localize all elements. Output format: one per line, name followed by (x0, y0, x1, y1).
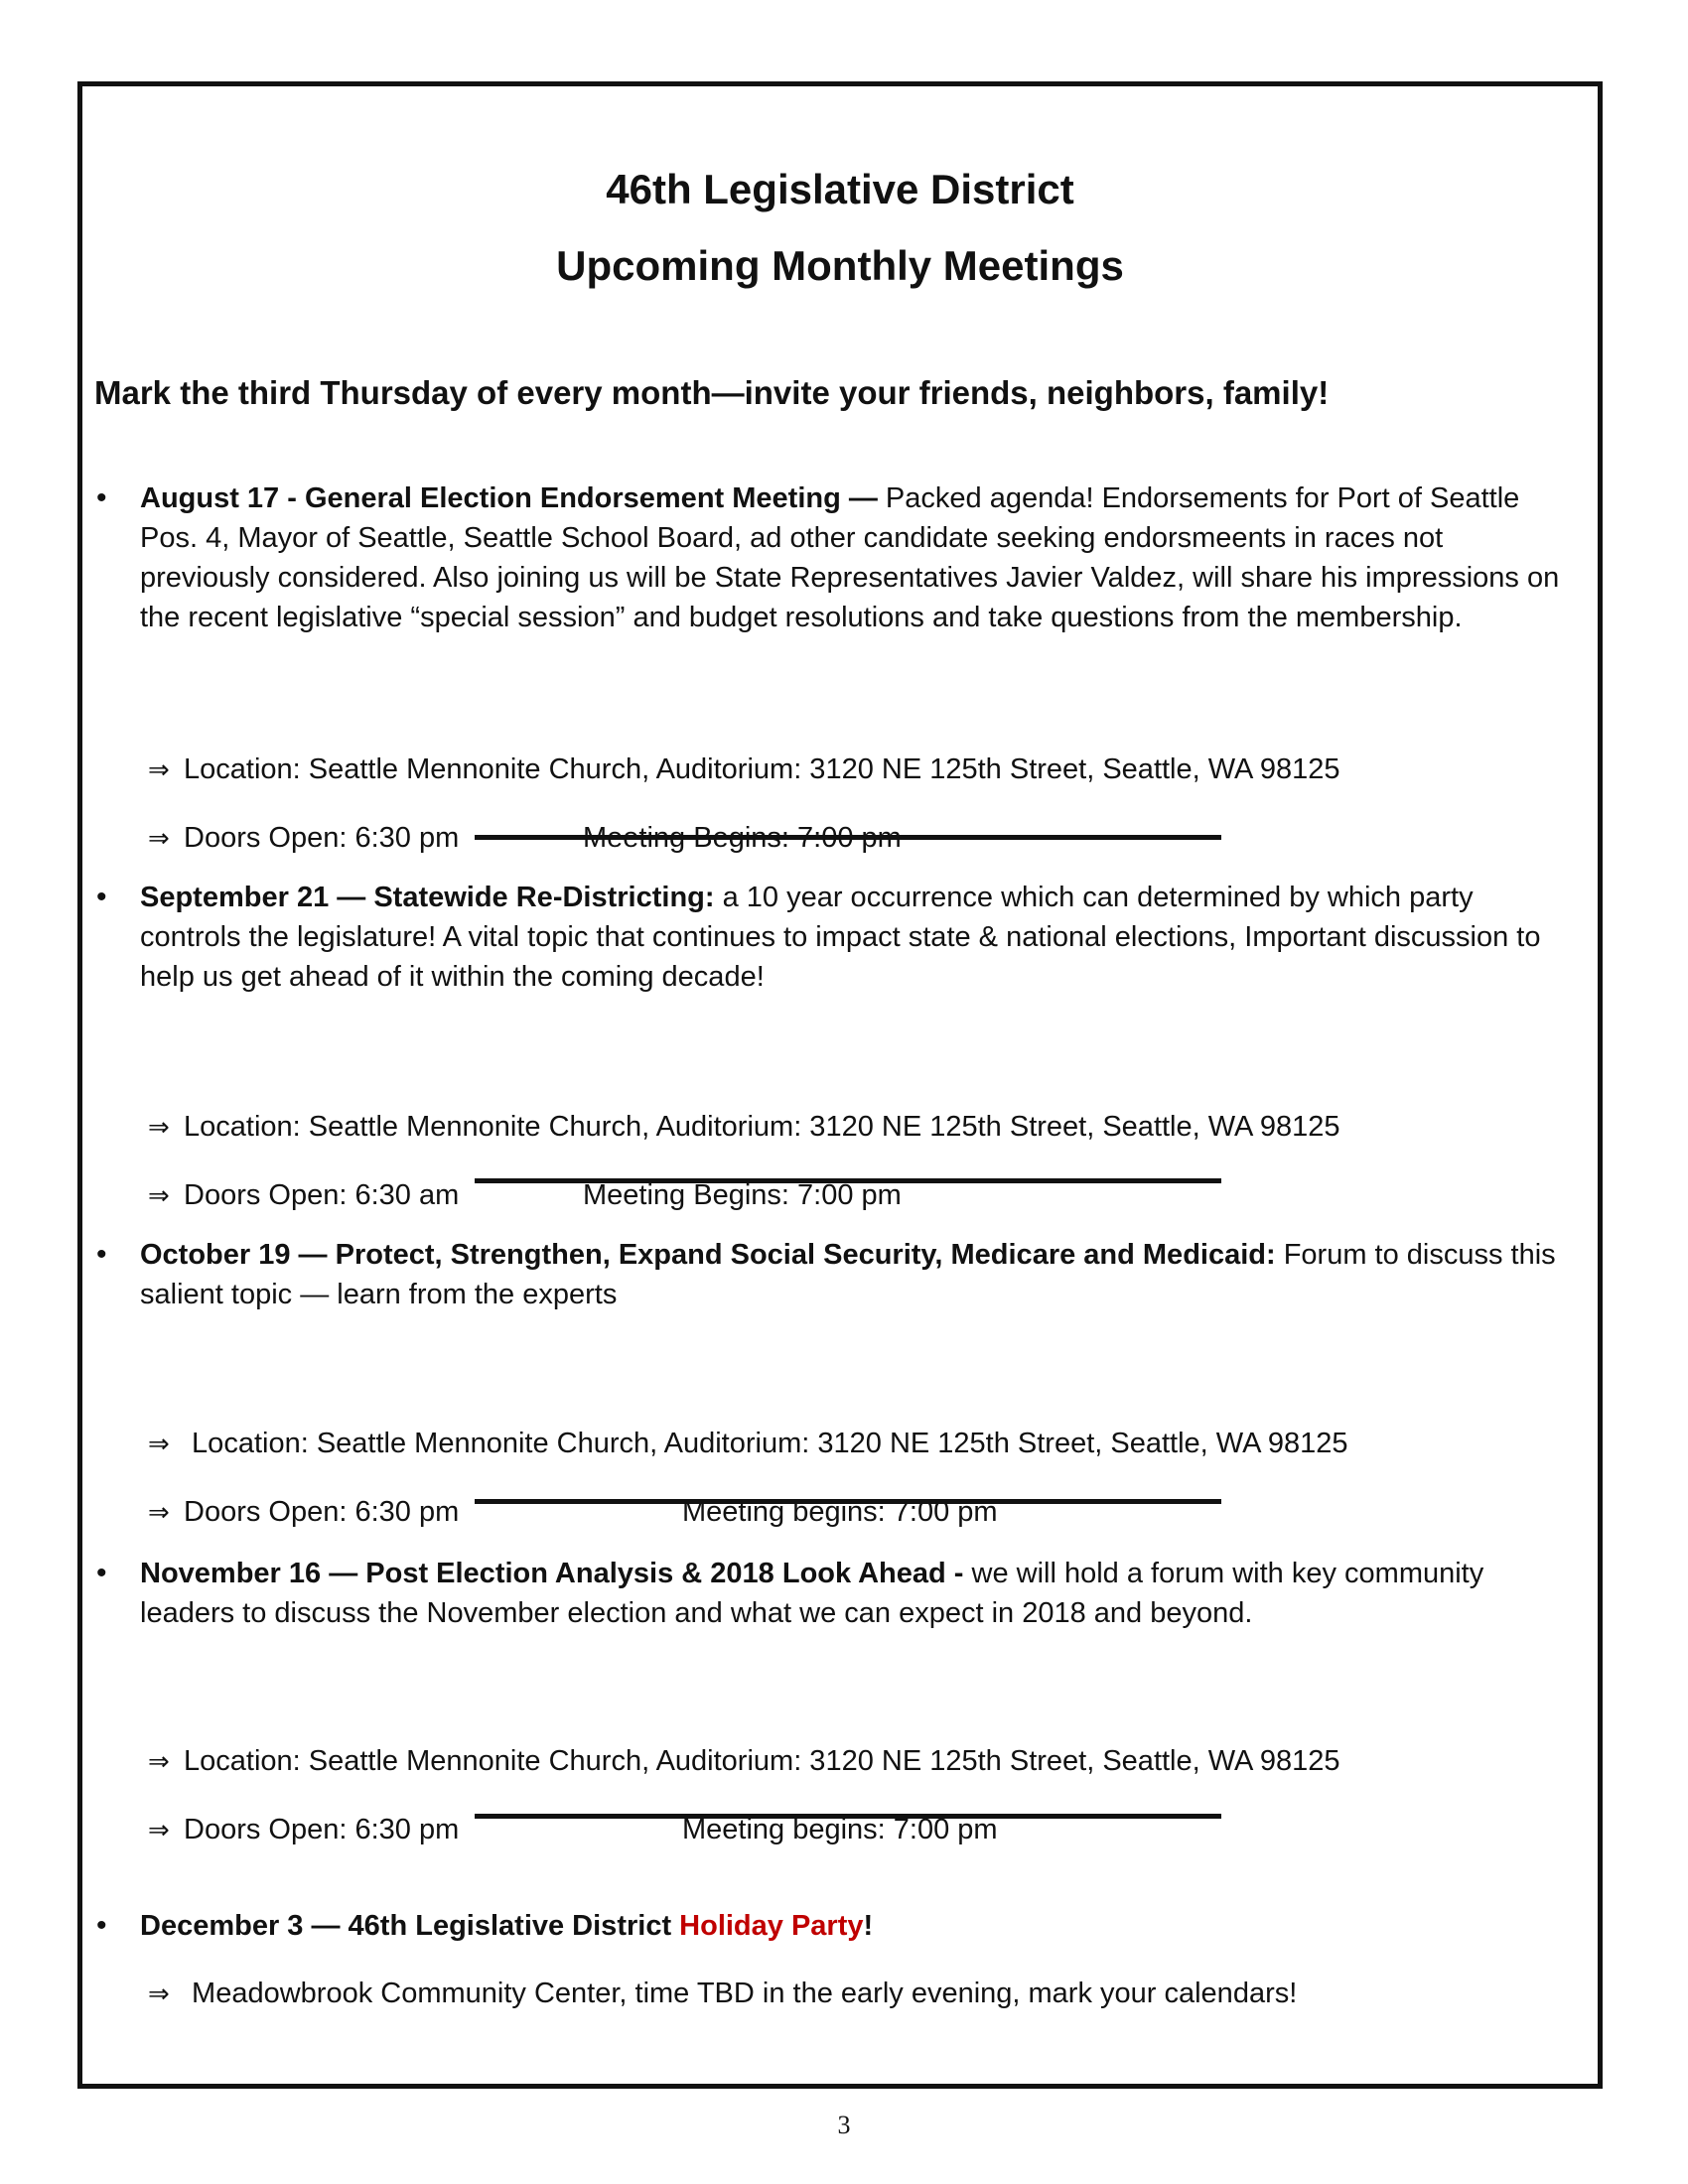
bullet-icon: • (96, 881, 107, 913)
meeting-heading: November 16 — Post Election Analysis & 2018 Look Ahead - (140, 1558, 964, 1589)
meeting-september (140, 878, 1580, 997)
meeting-november (140, 1554, 1580, 1633)
arrow-right-icon: ⇒ (148, 1181, 170, 1211)
section-divider (475, 835, 1221, 840)
bullet-icon: • (96, 1238, 107, 1271)
doors-open-text: Doors Open: 6:30 pm (184, 822, 460, 854)
note-text: Meadowbrook Community Center, time TBD in the early evening, mark your calendars! (184, 1978, 1298, 2009)
meeting-heading: September 21 — Statewide Re-Districting: (140, 882, 715, 913)
meeting-location (148, 1741, 1339, 1782)
section-divider (475, 1814, 1221, 1819)
december-note (148, 1974, 1297, 2014)
heading-exclamation: ! (863, 1910, 874, 1942)
meeting-heading: August 17 - General Election Endorsement Meeting — (140, 482, 878, 514)
page-number: 3 (837, 2111, 851, 2139)
page-title: 46th Legislative District (606, 166, 1074, 212)
arrow-right-icon: ⇒ (148, 1430, 170, 1459)
intro-text: Mark the third Thursday of every month—invite your friends, neighbors, family! (94, 374, 1330, 411)
meeting-description: Forum to discuss this salient topic — learn from the experts (140, 1239, 1556, 1310)
arrow-right-icon: ⇒ (148, 755, 170, 785)
meeting-october (140, 1235, 1580, 1314)
arrow-right-icon: ⇒ (148, 1747, 170, 1777)
meeting-description: Packed agenda! Endorsements for Port of Seattle Pos. 4, Mayor of Seattle, Seattle School Board, ad other candidate seeking endorsmeents in races not previously considered. Also joining us will be State Representatives Javier Valdez, will share his impressions on the recent legislative “special session” and budget resolutions and take questions from the membership. (140, 482, 1560, 633)
meeting-heading: October 19 — Protect, Strengthen, Expand Social Security, Medicare and Medicaid: (140, 1239, 1276, 1271)
arrow-right-icon: ⇒ (148, 824, 170, 854)
location-text: Location: Seattle Mennonite Church, Auditorium: 3120 NE 125th Street, Seattle, WA 98125 (184, 753, 1340, 785)
meeting-heading (140, 1910, 873, 1942)
meeting-location (148, 1424, 1348, 1464)
meeting-begins-text: Meeting begins: 7:00 pm (682, 1814, 998, 1845)
bullet-icon: • (96, 481, 107, 514)
meeting-begins-text: Meeting begins: 7:00 pm (682, 1496, 998, 1528)
page-subtitle: Upcoming Monthly Meetings (556, 242, 1124, 289)
bullet-icon: • (96, 1909, 107, 1942)
arrow-right-icon: ⇒ (148, 1498, 170, 1528)
meeting-august (140, 478, 1580, 637)
meeting-begins-text: Meeting Begins: 7:00 pm (583, 822, 902, 854)
meeting-location (148, 1107, 1339, 1148)
heading-text: December 3 — 46th Legislative District (140, 1910, 680, 1942)
doors-open-text: Doors Open: 6:30 pm (184, 1814, 460, 1845)
bullet-icon: • (96, 1557, 107, 1589)
meeting-description: we will hold a forum with key community leaders to discuss the November election and what we can expect in 2018 and beyond. (140, 1558, 1484, 1629)
location-text: Location: Seattle Mennonite Church, Auditorium: 3120 NE 125th Street, Seattle, WA 98125 (184, 1111, 1340, 1143)
page-frame (77, 81, 1603, 2089)
meeting-description: a 10 year occurrence which can determined by which party controls the legislature! A vital topic that continues to impact state & national elections, Important discussion to help us get ahead of it within the coming decade! (140, 882, 1541, 993)
section-divider (475, 1499, 1221, 1504)
location-text: Location: Seattle Mennonite Church, Auditorium: 3120 NE 125th Street, Seattle, WA 98125 (184, 1428, 1348, 1459)
meeting-location (148, 750, 1339, 790)
location-text: Location: Seattle Mennonite Church, Auditorium: 3120 NE 125th Street, Seattle, WA 98125 (184, 1745, 1340, 1777)
meeting-december (140, 1906, 1580, 1946)
section-divider (475, 1178, 1221, 1183)
doors-open-text: Doors Open: 6:30 pm (184, 1496, 460, 1528)
holiday-party-highlight: Holiday Party (679, 1910, 864, 1942)
arrow-right-icon: ⇒ (148, 1979, 170, 2009)
meeting-begins-text: Meeting Begins: 7:00 pm (583, 1179, 902, 1211)
arrow-right-icon: ⇒ (148, 1816, 170, 1845)
arrow-right-icon: ⇒ (148, 1113, 170, 1143)
doors-open-text: Doors Open: 6:30 am (184, 1179, 460, 1211)
